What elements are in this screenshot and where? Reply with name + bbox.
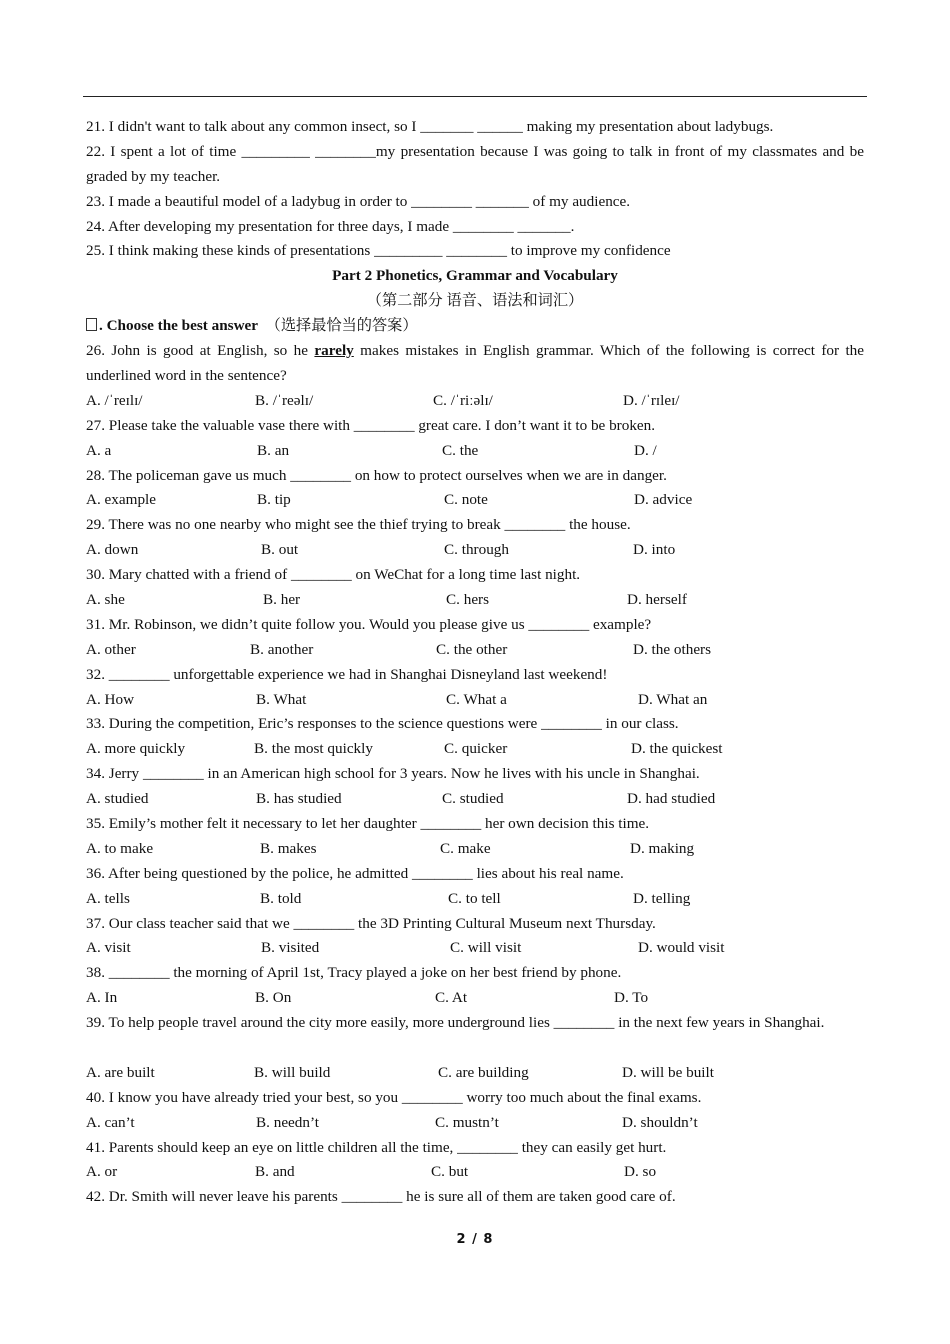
option-a: A. In xyxy=(86,989,118,1007)
option-a: A. tells xyxy=(86,889,130,907)
q26-options xyxy=(86,389,864,414)
question-21: 21. I didn't want to talk about any common insect, so I _______ ______ making my presentation about ladybugs. xyxy=(86,118,774,135)
option-a: A. more quickly xyxy=(86,740,186,758)
option-b: B. /ˈreəlɪ/ xyxy=(255,391,314,409)
option-a: A. or xyxy=(86,1163,118,1181)
question-30: 30. Mary chatted with a friend of ________ on WeChat for a long time last night. xyxy=(86,566,581,584)
option-b: B. has studied xyxy=(256,790,342,808)
question-38: 38. ________ the morning of April 1st, Tracy played a joke on her best friend by phone. xyxy=(86,964,622,982)
question-31: 31. Mr. Robinson, we didn’t quite follow you. Would you please give us ________ example? xyxy=(86,615,652,633)
option-b: B. told xyxy=(260,889,302,907)
question-39: 39. To help people travel around the city more easily, more underground lies ________ in the next few years in Shanghai. xyxy=(86,1014,825,1032)
question-22: 22. I spent a lot of time _________ ________my presentation because I was going to talk in front of my classmates and be graded by my teacher. xyxy=(86,142,864,185)
question-42: 42. Dr. Smith will never leave his parents ________ he is sure all of them are taken good care of. xyxy=(86,1188,676,1206)
option-c: C. make xyxy=(440,839,491,857)
option-b: B. What xyxy=(256,690,307,708)
option-a: A. can’t xyxy=(86,1113,135,1131)
question-29: 29. There was no one nearby who might see the thief trying to break ________ the house. xyxy=(86,516,631,534)
option-d: D. had studied xyxy=(627,790,716,808)
question-28: 28. The policeman gave us much ________ on how to protect ourselves when we are in danger. xyxy=(86,466,667,484)
option-d: D. What an xyxy=(638,690,708,708)
option-a: A. down xyxy=(86,541,139,559)
option-d: D. / xyxy=(634,441,657,459)
q34-options xyxy=(86,787,864,812)
option-a: A. a xyxy=(86,441,112,459)
option-c: C. but xyxy=(431,1163,469,1181)
option-c: C. are building xyxy=(438,1063,529,1081)
option-d: D. telling xyxy=(633,889,691,907)
q30-options xyxy=(86,588,864,613)
option-c: C. mustn’t xyxy=(435,1113,499,1131)
option-d: D. would visit xyxy=(638,939,725,957)
option-a: A. she xyxy=(86,590,125,608)
page-number: 2 / 8 xyxy=(456,1232,494,1247)
question-23: 23. I made a beautiful model of a ladybug in order to ________ _______ of my audience. xyxy=(86,192,631,210)
option-d: D. making xyxy=(630,839,695,857)
option-b: B. an xyxy=(257,441,290,459)
question-25: 25. I think making these kinds of presentations _________ ________ to improve my confidence xyxy=(86,242,671,260)
option-d: D. the others xyxy=(633,640,712,658)
question-33: 33. During the competition, Eric’s responses to the science questions were ________ in our class. xyxy=(86,715,679,733)
question-40: 40. I know you have already tried your best, so you ________ worry too much about the final exams. xyxy=(86,1088,702,1106)
option-d: D. into xyxy=(633,541,676,559)
option-c: C. /ˈriːəlɪ/ xyxy=(433,391,493,409)
q41-options xyxy=(86,1160,864,1185)
option-c: C. the xyxy=(442,441,479,459)
option-c: C. What a xyxy=(446,690,507,708)
part2-subtitle: （第二部分 语音、语法和词汇） xyxy=(366,292,584,310)
q26-suffix: makes mistakes in English grammar. Which of the following is correct for the underlined word in the sentence? xyxy=(86,342,864,384)
option-c: C. will visit xyxy=(450,939,522,957)
q32-options xyxy=(86,688,864,713)
option-a: A. are built xyxy=(86,1063,155,1081)
roman-numeral-glyph xyxy=(86,318,97,331)
q37-options xyxy=(86,936,864,961)
question-27: 27. Please take the valuable vase there with ________ great care. I don’t want it to be broken. xyxy=(86,416,656,434)
option-a: A. to make xyxy=(86,839,154,857)
option-c: C. studied xyxy=(442,790,504,808)
option-d: D. advice xyxy=(634,491,693,509)
question-32: 32. ________ unforgettable experience we had in Shanghai Disneyland last weekend! xyxy=(86,665,608,683)
option-c: C. the other xyxy=(436,640,508,658)
q29-options xyxy=(86,538,864,563)
option-c: C. note xyxy=(444,491,488,509)
q36-options xyxy=(86,887,864,912)
q38-options xyxy=(86,986,864,1011)
q35-options xyxy=(86,837,864,862)
q26-prefix: 26. John is good at English, so he xyxy=(86,342,315,360)
option-b: B. makes xyxy=(260,839,317,857)
q26-underlined-word: rarely xyxy=(314,342,354,360)
option-a: A. other xyxy=(86,640,136,658)
option-b: B. tip xyxy=(257,491,291,509)
section-heading xyxy=(86,314,864,339)
part2-title: Part 2 Phonetics, Grammar and Vocabulary xyxy=(332,267,618,285)
option-b: B. the most quickly xyxy=(254,740,373,758)
option-b: B. and xyxy=(255,1163,295,1181)
question-41: 41. Parents should keep an eye on little children all the time, ________ they can easily get hurt. xyxy=(86,1138,667,1156)
q31-options xyxy=(86,638,864,663)
option-b: B. needn’t xyxy=(256,1113,319,1131)
question-35: 35. Emily’s mother felt it necessary to let her daughter ________ her own decision this time. xyxy=(86,814,650,832)
q39-options xyxy=(86,1061,864,1086)
option-a: A. studied xyxy=(86,790,149,808)
option-c: C. through xyxy=(444,541,509,559)
question-36: 36. After being questioned by the police, he admitted ________ lies about his real name. xyxy=(86,864,624,882)
option-a: A. example xyxy=(86,491,157,509)
q27-options xyxy=(86,439,864,464)
option-d: D. the quickest xyxy=(631,740,723,758)
option-c: C. At xyxy=(435,989,468,1007)
option-c: C. to tell xyxy=(448,889,501,907)
header-rule xyxy=(83,96,867,97)
question-37: 37. Our class teacher said that we ________ the 3D Printing Cultural Museum next Thursday. xyxy=(86,914,656,932)
option-d: D. herself xyxy=(627,590,687,608)
option-b: B. another xyxy=(250,640,314,658)
option-b: B. out xyxy=(261,541,299,559)
option-b: B. her xyxy=(263,590,301,608)
option-d: D. so xyxy=(624,1163,657,1181)
option-b: B. will build xyxy=(254,1063,331,1081)
q40-options xyxy=(86,1111,864,1136)
option-a: A. /ˈreɪlɪ/ xyxy=(86,391,143,409)
option-b: B. visited xyxy=(261,939,320,957)
option-c: C. quicker xyxy=(444,740,508,758)
q28-options xyxy=(86,488,864,513)
question-34: 34. Jerry ________ in an American high school for 3 years. Now he lives with his uncle in Shanghai. xyxy=(86,765,700,783)
question-24: 24. After developing my presentation for three days, I made ________ _______. xyxy=(86,217,575,235)
option-d: D. To xyxy=(614,989,649,1007)
q33-options xyxy=(86,737,864,762)
section-label: . Choose the best answer xyxy=(99,317,259,335)
page-content xyxy=(86,115,864,1210)
section-hint: （选择最恰当的答案） xyxy=(265,317,418,335)
question-26 xyxy=(86,339,864,389)
option-d: D. /ˈrɪleɪ/ xyxy=(623,391,680,409)
option-d: D. shouldn’t xyxy=(622,1113,698,1131)
option-c: C. hers xyxy=(446,590,490,608)
option-b: B. On xyxy=(255,989,292,1007)
option-a: A. How xyxy=(86,690,135,708)
option-d: D. will be built xyxy=(622,1063,714,1081)
option-a: A. visit xyxy=(86,939,131,957)
